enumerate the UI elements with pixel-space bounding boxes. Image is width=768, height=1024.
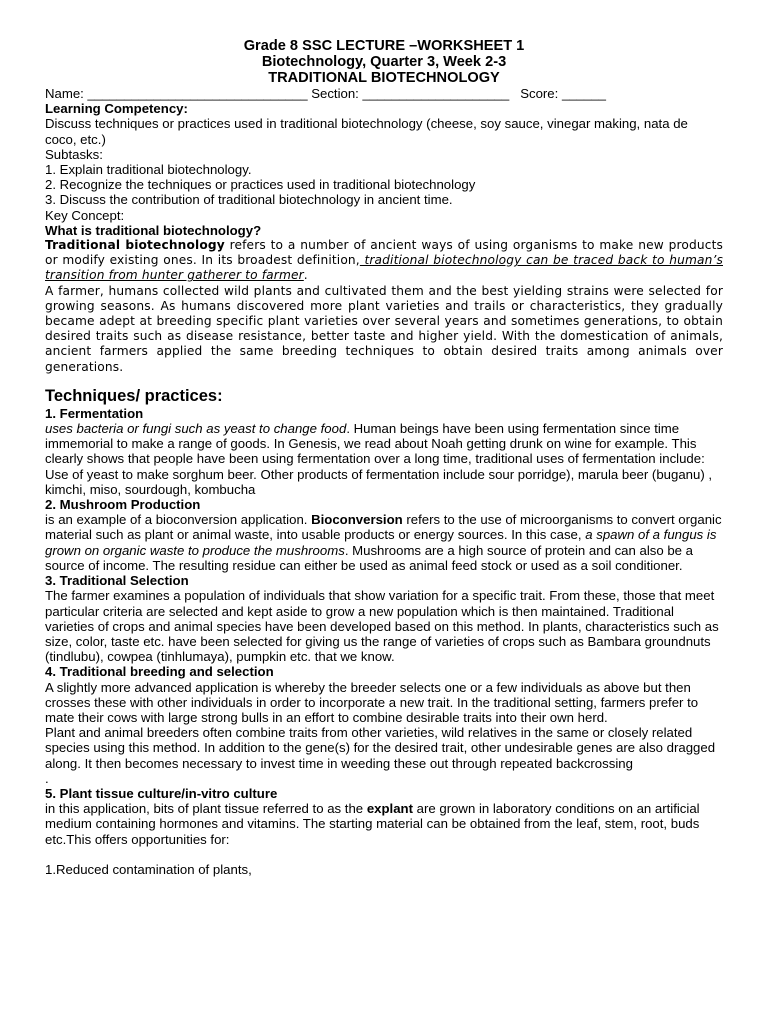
fermentation-title: 1. Fermentation [45, 405, 144, 421]
mushroom-text-2: refers to the use of microorganisms to convert organic material such as plant or animal waste, into usable products or energy sources. In this case, [45, 512, 722, 543]
mushroom-paragraph [45, 512, 723, 573]
definition-end: . [303, 268, 308, 283]
competency-heading: Learning Competency: [45, 101, 188, 117]
breeding-title: 4. Traditional breeding and selection [45, 664, 274, 680]
definition-text: refers to a number of ancient ways of using organisms to make new products or modify existing ones. In its broadest definition, [45, 238, 724, 268]
farmer-paragraph: A farmer, humans collected wild plants and cultivated them and the best yielding strains were selected for growing seasons. As humans discovered more plant varieties and trails or characteristics, they gradually became adept at breeding specific plant varieties over several years and sometimes generations, to obtain desired traits such as disease resistance, better taste and higher yield. With the domestication of animals, ancient farmers applied the same breeding techniques to obtain desired traits among animals over generations. [45, 283, 723, 374]
subtask-3: 3. Discuss the contribution of traditional biotechnology in ancient time. [45, 192, 453, 208]
subtasks-label: Subtasks: [45, 146, 103, 162]
definition-italic: traditional biotechnology can be traced back to human’s transition from hunter gatherer to farmer [45, 253, 723, 283]
tissue-text-1: in this application, bits of plant tissue referred to as the [45, 801, 367, 817]
what-is-question: What is traditional biotechnology? [45, 222, 262, 238]
worksheet-subtitle: Biotechnology, Quarter 3, Week 2-3 [261, 54, 507, 70]
breeding-paragraph-2: Plant and animal breeders often combine traits from other varieties, wild relatives in the same or closely related species using this method. In addition to the gene(s) for the desired trait, other undesirable genes are also dragged along. It then becomes necessary to invest time in weeding these out through repeated backcrossing [45, 725, 716, 771]
mushroom-italic: a spawn of a fungus is grown on organic waste to produce the mushrooms [45, 527, 717, 558]
fermentation-text: . Human beings have been using fermentation since time immemorial to make a range of goods. In Genesis, we read about Noah getting drunk on wine for example. This clearly shows that people have been using fermentation over a long time, traditional uses of fermentation include: Use of yeast to make sorghum beer. Other products of fermentation include sour porridge), marula beer (buganu) , kimchi, miso, sourdough, kombucha [45, 421, 713, 497]
breeding-dot: . [45, 770, 49, 786]
definition-paragraph [45, 238, 723, 284]
tissue-culture-paragraph [45, 801, 723, 847]
explant-term: explant [366, 801, 413, 817]
fermentation-paragraph [45, 421, 723, 497]
subtask-2: 2. Recognize the techniques or practices used in traditional biotechnology [45, 177, 476, 193]
tissue-culture-title: 5. Plant tissue culture/in-vitro culture [45, 785, 278, 801]
definition-term: Traditional biotechnology [45, 238, 225, 253]
worksheet-page [45, 38, 723, 877]
worksheet-title: Grade 8 SSC LECTURE –WORKSHEET 1 [243, 38, 525, 54]
techniques-heading: Techniques/ practices: [45, 386, 223, 405]
mushroom-title: 2. Mushroom Production [45, 497, 201, 513]
selection-paragraph: The farmer examines a population of individuals that show variation for a specific trait. From these, those that meet particular criteria are selected and kept aside to grow a new population which is then maintained. Traditional varieties of crops and animal species have been developed based on this method. In plants, characteristics such as size, color, taste etc. have been selected for giving us the range of varieties of crops such as Bambara groundnuts (tindlubu), cowpea (tinhlumaya), pumpkin etc. that we know. [45, 588, 719, 665]
breeding-paragraph-1: A slightly more advanced application is whereby the breeder selects one or a few individuals as above but then crosses these with other individuals in order to incorporate a new trait. In the traditional setting, farmers prefer to mate their cows with large strong bulls in an effort to combine desirable traits into their own herd. [45, 679, 699, 725]
mushroom-text-1: is an example of a bioconversion application. [45, 512, 312, 528]
name-section-score-row: Name: ______________________________ Section: ____________________ Score: ______ [45, 86, 606, 101]
competency-text: Discuss techniques or practices used in traditional biotechnology (cheese, soy sauce, vinegar making, nata de coco, etc.) [45, 116, 688, 147]
tissue-item-1: 1.Reduced contamination of plants, [45, 861, 252, 877]
key-concept-label: Key Concept: [45, 207, 125, 223]
topic-title: TRADITIONAL BIOTECHNOLOGY [268, 70, 500, 86]
tissue-text-2: are grown in laboratory conditions on an artificial medium containing hormones and vitamins. The starting material can be obtained from the leaf, stem, root, buds etc.This offers opportunities for: [45, 801, 700, 847]
fermentation-italic: uses bacteria or fungi such as yeast to change food [45, 421, 347, 437]
selection-title: 3. Traditional Selection [45, 573, 189, 589]
mushroom-text-3: . Mushrooms are a high source of protein and can also be a source of income. The resulting residue can either be used as animal feed stock or used as a soil conditioner. [45, 542, 694, 573]
blank-line [45, 847, 723, 862]
bioconversion-term: Bioconversion [311, 512, 403, 528]
subtask-1: 1. Explain traditional biotechnology. [45, 162, 252, 178]
